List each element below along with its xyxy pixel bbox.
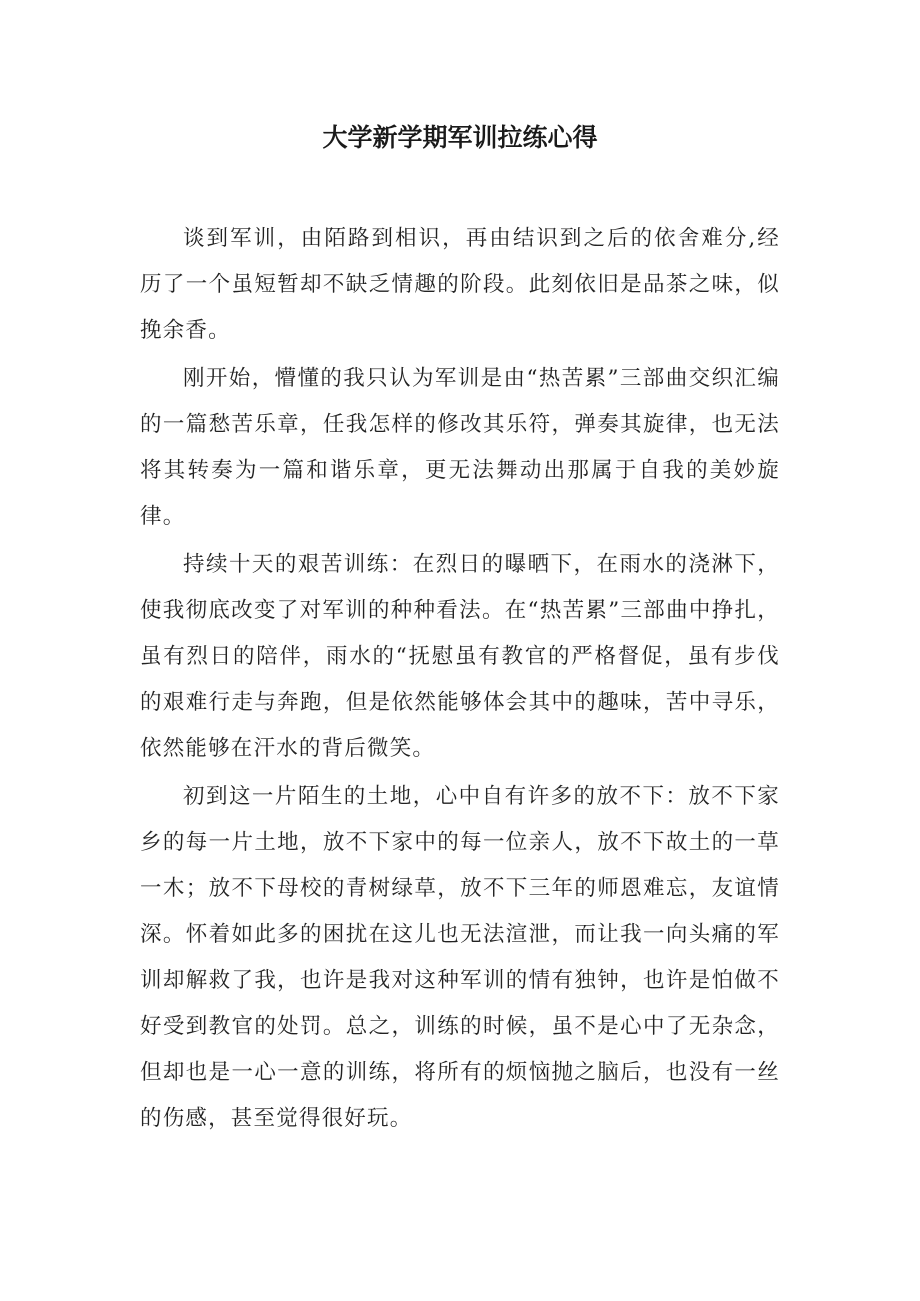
document-title: 大学新学期军训拉练心得 (322, 123, 598, 152)
paragraph-1: 谈到军训，由陌路到相识，再由结识到之后的依舍难分,经历了一个虽短暂却不缺乏情趣的阶段。此刻依旧是品茶之味，似挽余香。 (140, 226, 780, 343)
paragraph-2: 刚开始，懵懂的我只认为军训是由“热苦累”三部曲交织汇编的一篇愁苦乐章，任我怎样的修改其乐符，弹奏其旋律，也无法将其转奏为一篇和谐乐章，更无法舞动出那属于自我的美妙旋律。 (140, 366, 780, 529)
paragraph-4: 初到这一片陌生的土地，心中自有许多的放不下：放不下家乡的每一片土地，放不下家中的每一位亲人，放不下故土的一草一木；放不下母校的青树绿草，放不下三年的师恩难忘，友谊情深。怀着如此多的困扰在这儿也无法渲泄，而让我一向头痛的军训却解救了我，也许是我对这种军训的情有独钟，也许是怕做不好受到教官的处罚。总之，训练的时候，虽不是心中了无杂念，但却也是一心一意的训练，将所有的烦恼抛之脑后，也没有一丝的伤感，甚至觉得很好玩。 (140, 784, 780, 1131)
paragraph-3: 持续十天的艰苦训练：在烈日的曝晒下，在雨水的浇淋下，使我彻底改变了对军训的种种看法。在“热苦累”三部曲中挣扎，虽有烈日的陪伴，雨水的“抚慰虽有教官的严格督促，虽有步伐的艰难行走与奔跑，但是依然能够体会其中的趣味，苦中寻乐，依然能够在汗水的背后微笑。 (140, 552, 780, 761)
document-body (140, 216, 780, 1142)
